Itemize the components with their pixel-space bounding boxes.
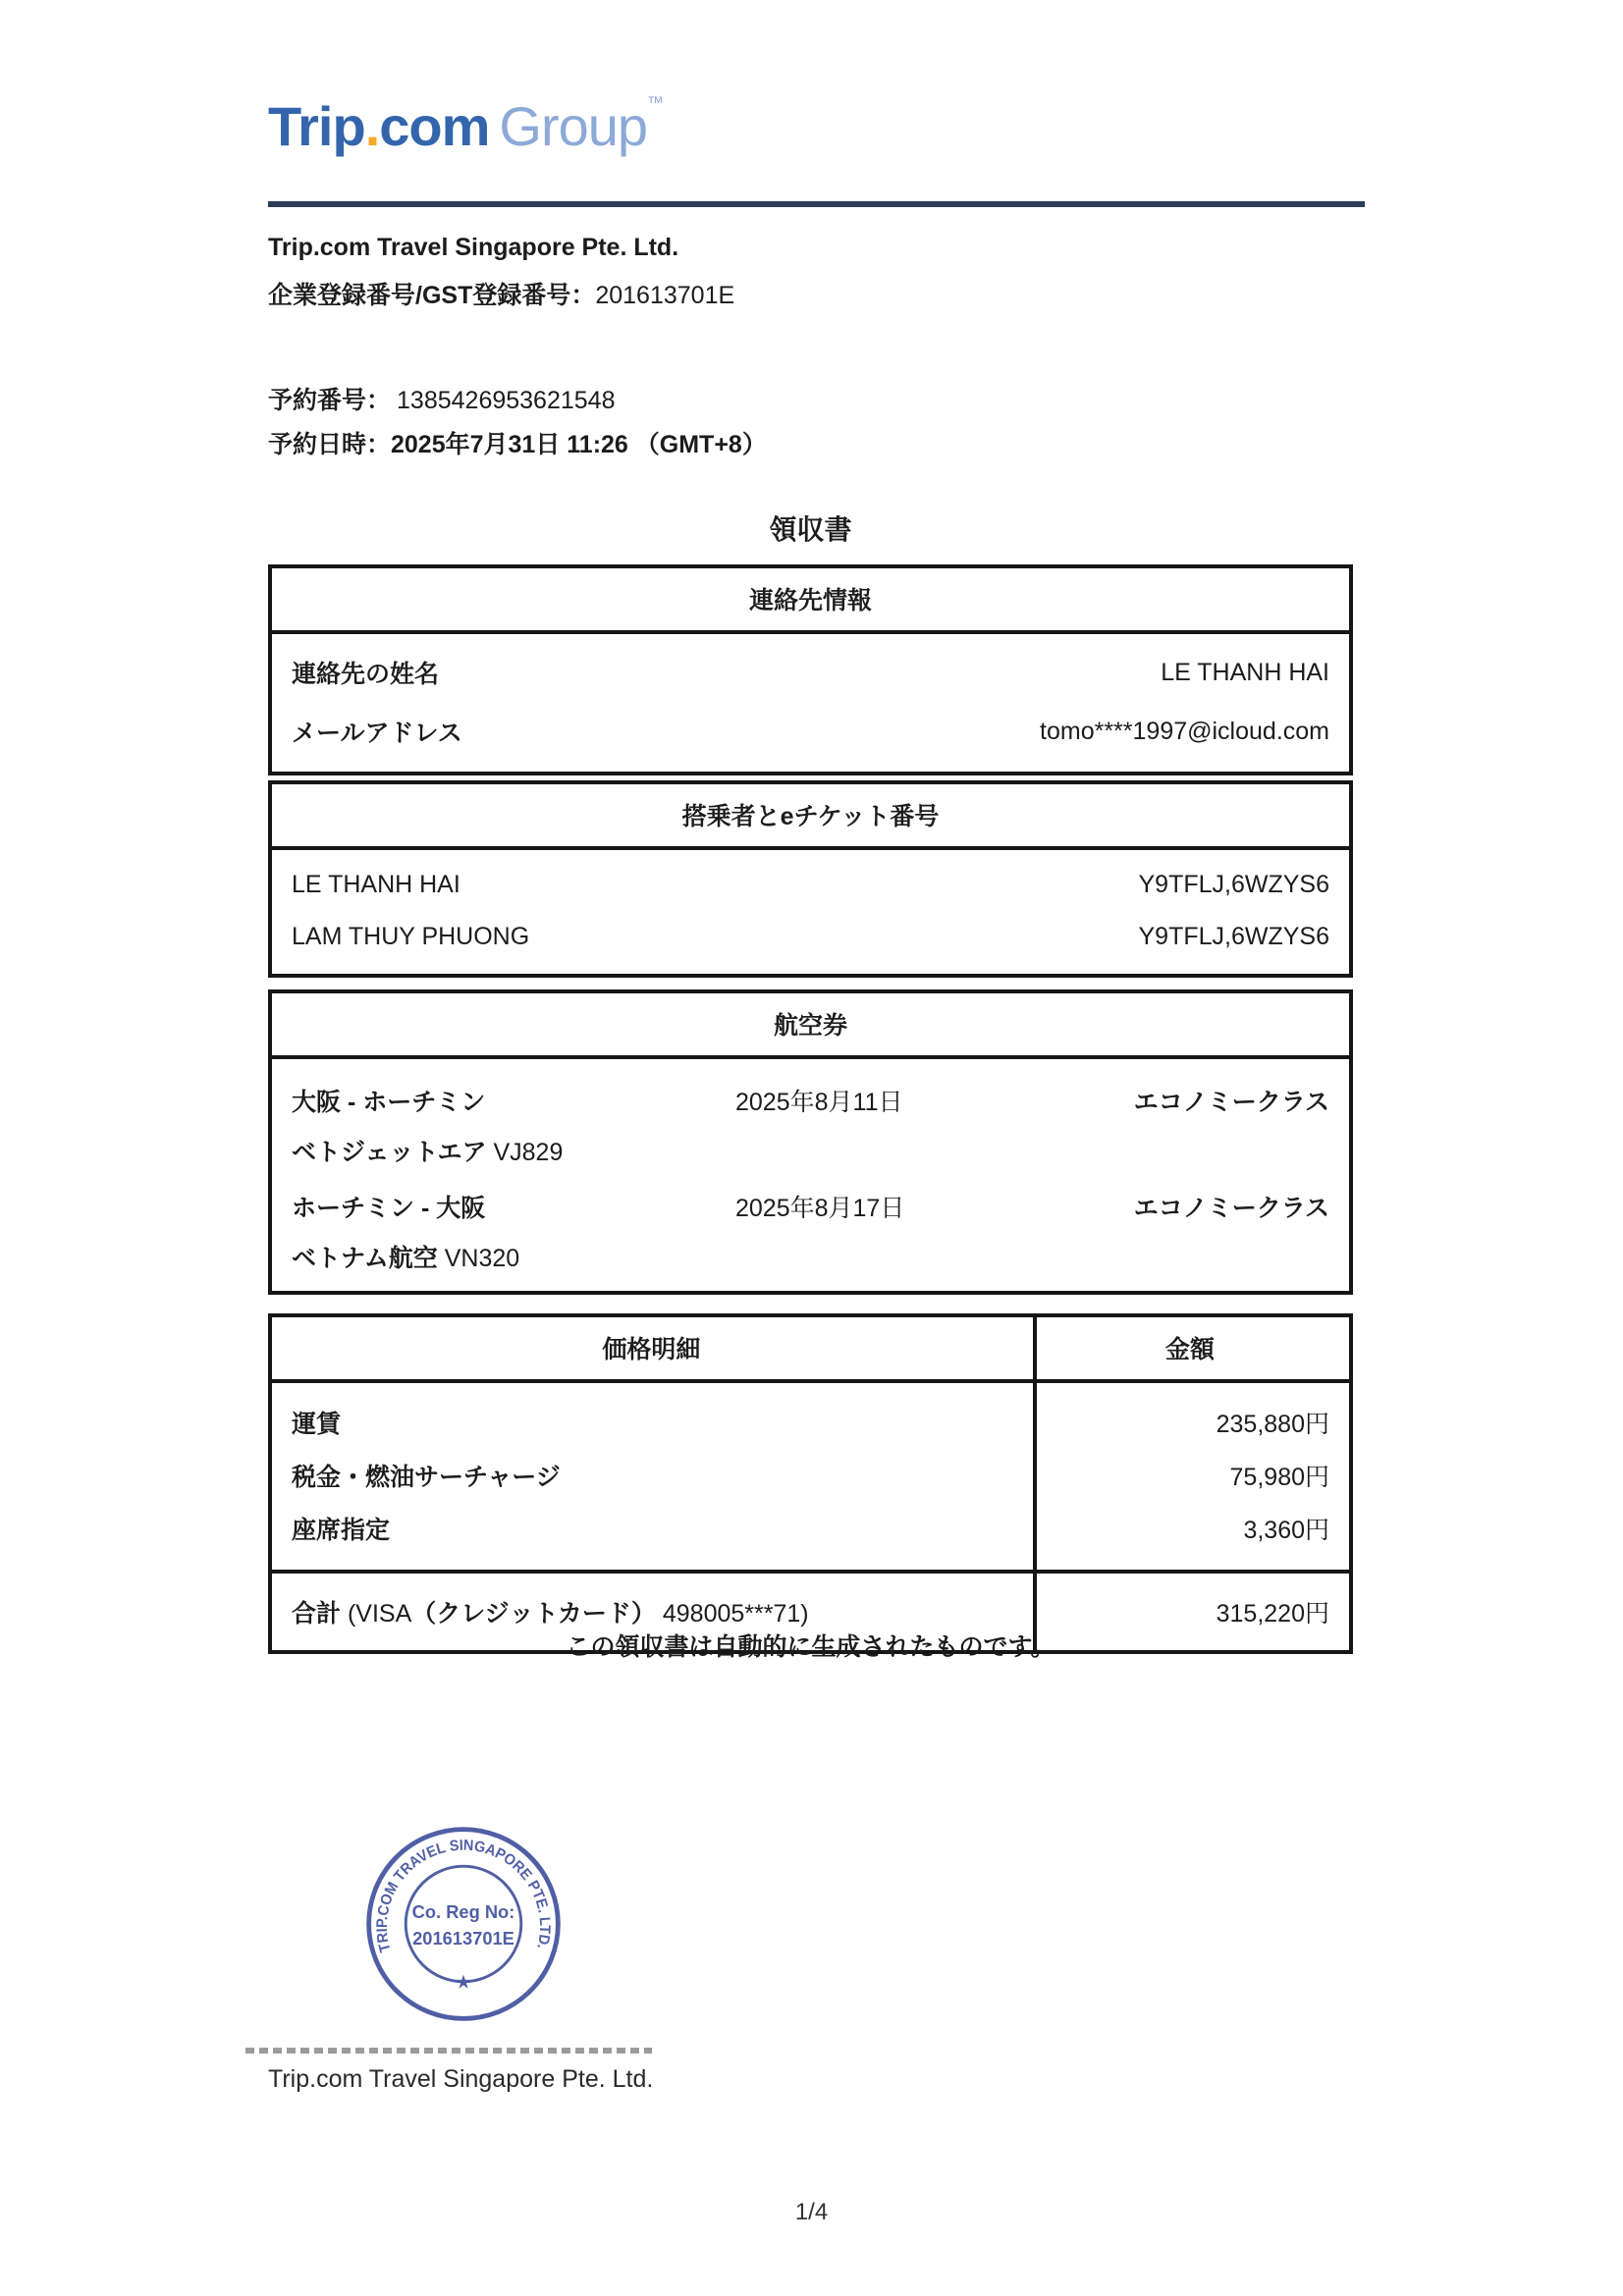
registration-number: 201613701E	[595, 282, 735, 309]
table-row	[272, 643, 1349, 702]
price-item-label: 座席指定	[292, 1517, 391, 1544]
total-amount: 315,220円	[1216, 1600, 1329, 1628]
stamp-ring-text: TRIP.COM TRAVEL SINGAPORE PTE. LTD.	[373, 1837, 554, 1954]
trademark-symbol: ™	[647, 93, 665, 112]
price-item-amount: 3,360円	[1243, 1517, 1329, 1544]
company-registration	[268, 276, 734, 311]
passengers-table-body	[272, 850, 1349, 974]
auto-generated-note: この領収書は自動的に生成されたものです。	[566, 1633, 1055, 1661]
passenger-name: LAM THUY PHUONG	[292, 923, 530, 950]
contact-name-value: LE THANH HAI	[1161, 658, 1329, 686]
flight-date: 2025年8月11日	[735, 1089, 903, 1116]
pricing-header-amount: 金額	[1164, 1336, 1215, 1363]
footer-company-name: Trip.com Travel Singapore Pte. Ltd.	[268, 2065, 654, 2093]
flights-table	[268, 989, 1353, 1295]
flight-number: VN320	[437, 1245, 520, 1272]
booking-number-value: 1385426953621548	[397, 387, 616, 414]
table-row	[272, 1396, 1349, 1449]
price-item-amount: 235,880円	[1216, 1411, 1329, 1438]
table-row	[272, 1449, 1349, 1502]
flight-cabin-class: エコノミークラス	[1133, 1089, 1329, 1116]
tripcom-group-logo	[268, 94, 664, 157]
receipt-title: 領収書	[769, 514, 852, 545]
total-payment-method-open: (VISA	[341, 1600, 412, 1628]
passengers-table-header: 搭乗者とeチケット番号	[272, 784, 1349, 850]
company-name: Trip.com Travel Singapore Pte. Ltd.	[268, 234, 679, 261]
eticket-number: Y9TFLJ,6WZYS6	[1138, 871, 1329, 898]
airline-name: ベトジェットエア	[292, 1139, 487, 1166]
total-label	[292, 1594, 1036, 1629]
passengers-table	[268, 780, 1353, 978]
logo-trip-text: Trip	[268, 95, 365, 157]
page-number: 1/4	[794, 2199, 829, 2225]
pricing-table-header	[272, 1317, 1349, 1383]
stamp-inner-ring	[406, 1866, 521, 1982]
contact-table-body	[272, 634, 1349, 772]
pricing-header-item: 価格明細	[602, 1336, 701, 1363]
table-row	[272, 859, 1349, 911]
total-card-number: 498005***71)	[655, 1600, 809, 1628]
price-item-amount: 75,980円	[1229, 1464, 1329, 1491]
flight-summary-line	[292, 1083, 1329, 1118]
flights-table-header: 航空券	[272, 993, 1349, 1059]
total-label-heading: 合計	[292, 1600, 342, 1628]
flight-summary-line	[292, 1189, 1329, 1224]
contact-email-label: メールアドレス	[292, 720, 462, 747]
booking-number-label: 予約番号：	[268, 387, 392, 414]
contact-info-table	[268, 564, 1353, 775]
booking-number-line	[268, 381, 615, 416]
price-item-label: 税金・燃油サーチャージ	[292, 1464, 561, 1491]
table-row	[272, 911, 1349, 963]
flights-table-body	[272, 1059, 1349, 1291]
eticket-number: Y9TFLJ,6WZYS6	[1138, 923, 1329, 950]
flight-route: 大阪 - ホーチミン	[292, 1089, 486, 1116]
registration-label: 企業登録番号/GST登録番号：	[268, 282, 596, 309]
flight-route: ホーチミン - 大阪	[292, 1195, 486, 1222]
company-seal-stamp	[359, 1818, 568, 2030]
flight-cabin-class: エコノミークラス	[1133, 1195, 1329, 1222]
pricing-column-divider	[1033, 1317, 1037, 1650]
contact-email-value: tomo****1997@icloud.com	[1040, 717, 1329, 745]
pricing-table-body	[272, 1383, 1349, 1570]
content-area	[268, 0, 1353, 2296]
logo-dot: .	[364, 95, 380, 157]
passenger-name: LE THANH HAI	[292, 871, 460, 898]
header-divider	[268, 201, 1365, 207]
logo-com-text: com	[379, 95, 490, 157]
flight-date: 2025年8月17日	[735, 1195, 905, 1222]
table-row	[272, 1068, 1349, 1174]
total-payment-method-type: （クレジットカード）	[411, 1600, 656, 1628]
price-item-label: 運賃	[292, 1411, 342, 1438]
flight-carrier-line	[292, 1133, 1329, 1168]
stamp-co-reg-number: 201613701E	[412, 1928, 514, 1949]
contact-table-header: 連絡先情報	[272, 568, 1349, 634]
table-row	[272, 1174, 1349, 1280]
contact-name-label: 連絡先の姓名	[292, 661, 440, 688]
logo-group-text: Group	[499, 95, 648, 157]
flight-carrier-line	[292, 1239, 1329, 1274]
airline-name: ベトナム航空	[292, 1245, 438, 1272]
signature-dashed-line	[245, 2048, 652, 2054]
table-row	[272, 1502, 1349, 1555]
booking-datetime-line: 予約日時：2025年7月31日 11:26 （GMT+8）	[268, 431, 767, 458]
star-icon: ★	[455, 1970, 472, 1994]
stamp-co-reg-label: Co. Reg No:	[411, 1901, 515, 1923]
flight-number: VJ829	[486, 1139, 564, 1166]
table-row	[272, 702, 1349, 761]
pricing-table	[268, 1313, 1353, 1654]
